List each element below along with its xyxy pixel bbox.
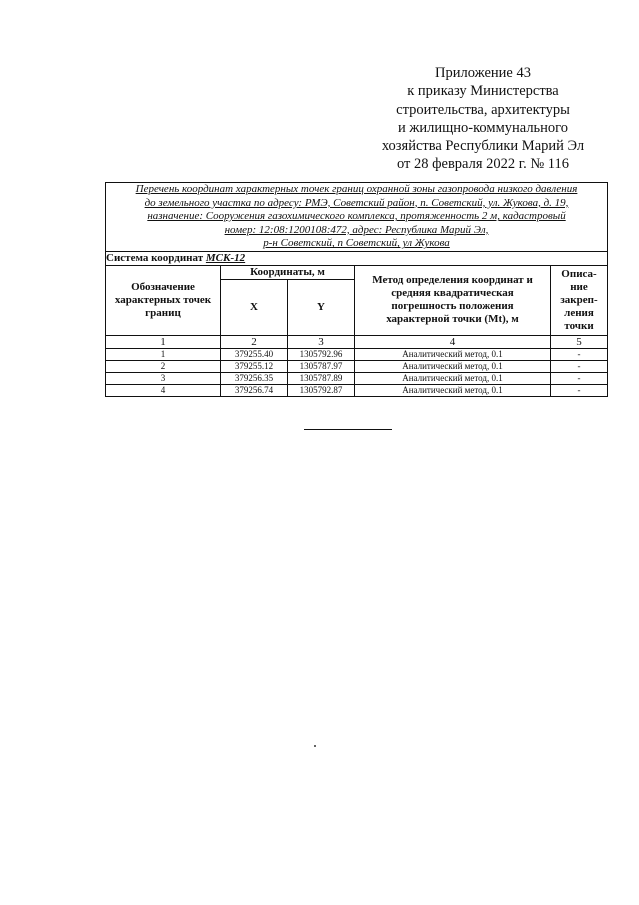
heading-line: Перечень координат характерных точек границ охранной зоны газопровода низкого давления bbox=[135, 183, 578, 195]
appendix-line: хозяйства Республики Марий Эл bbox=[381, 138, 585, 155]
appendix-header bbox=[372, 64, 594, 174]
table-row bbox=[106, 348, 608, 360]
col-header-x: X bbox=[221, 279, 288, 335]
heading-line: до земельного участка по адресу: РМЭ, Советский район, п. Советский, ул. Жукова, д. 19, bbox=[144, 196, 569, 209]
coord-y: 1305792.87 bbox=[288, 384, 355, 396]
coord-x: 379256.35 bbox=[221, 372, 288, 384]
method: Аналитический метод, 0.1 bbox=[355, 384, 551, 396]
column-number-row bbox=[106, 335, 608, 348]
table-row bbox=[106, 372, 608, 384]
method: Аналитический метод, 0.1 bbox=[355, 360, 551, 372]
description: - bbox=[551, 348, 608, 360]
col-number: 3 bbox=[288, 335, 355, 348]
col-header-method: Метод определения координат и средняя квадратическая погрешность положения характерной точки (Mt), м bbox=[355, 265, 551, 335]
heading-line: назначение: Сооружения газохимического комплекса, протяженность 2 м, кадастровый bbox=[147, 210, 566, 223]
page-mark bbox=[314, 745, 316, 747]
method: Аналитический метод, 0.1 bbox=[355, 372, 551, 384]
col-header-coordinates: Координаты, м bbox=[221, 265, 355, 279]
coord-x: 379255.40 bbox=[221, 348, 288, 360]
description: - bbox=[551, 360, 608, 372]
description: - bbox=[551, 372, 608, 384]
coordinates-table bbox=[105, 182, 608, 397]
appendix-line: от 28 февраля 2022 г. № 116 bbox=[396, 156, 570, 173]
point-id: 2 bbox=[106, 360, 221, 372]
col-number: 4 bbox=[355, 335, 551, 348]
point-id: 3 bbox=[106, 372, 221, 384]
coord-y: 1305787.89 bbox=[288, 372, 355, 384]
table-row bbox=[106, 360, 608, 372]
col-header-point: Обозначение характерных точек границ bbox=[106, 265, 221, 335]
table-row bbox=[106, 384, 608, 396]
coordinate-system bbox=[106, 251, 608, 265]
col-number: 1 bbox=[106, 335, 221, 348]
table-heading-row bbox=[106, 183, 608, 252]
coord-y: 1305792.96 bbox=[288, 348, 355, 360]
point-id: 4 bbox=[106, 384, 221, 396]
coord-x: 379256.74 bbox=[221, 384, 288, 396]
heading-line: номер: 12:08:1200108:472, адрес: Республика Марий Эл, bbox=[224, 223, 489, 236]
description: - bbox=[551, 384, 608, 396]
point-id: 1 bbox=[106, 348, 221, 360]
col-number: 2 bbox=[221, 335, 288, 348]
coordinate-system-label: Система координат bbox=[106, 251, 206, 264]
col-header-y: Y bbox=[288, 279, 355, 335]
col-number: 5 bbox=[551, 335, 608, 348]
coordinate-system-value: МСК-12 bbox=[205, 251, 246, 264]
appendix-line: Приложение 43 bbox=[435, 65, 531, 81]
coord-y: 1305787.97 bbox=[288, 360, 355, 372]
appendix-line: и жилищно-коммунального bbox=[397, 119, 569, 136]
end-rule bbox=[304, 429, 392, 430]
coordinate-system-row bbox=[106, 251, 608, 265]
method: Аналитический метод, 0.1 bbox=[355, 348, 551, 360]
appendix-line: строительства, архитектуры bbox=[396, 101, 570, 118]
heading-line: р-н Советский, п Советский, ул Жукова bbox=[263, 237, 450, 250]
col-header-description: Описа- ние закреп- ления точки bbox=[551, 265, 608, 335]
coord-x: 379255.12 bbox=[221, 360, 288, 372]
table-heading bbox=[106, 183, 608, 252]
column-header-row bbox=[106, 265, 608, 279]
appendix-line: к приказу Министерства bbox=[407, 83, 559, 100]
